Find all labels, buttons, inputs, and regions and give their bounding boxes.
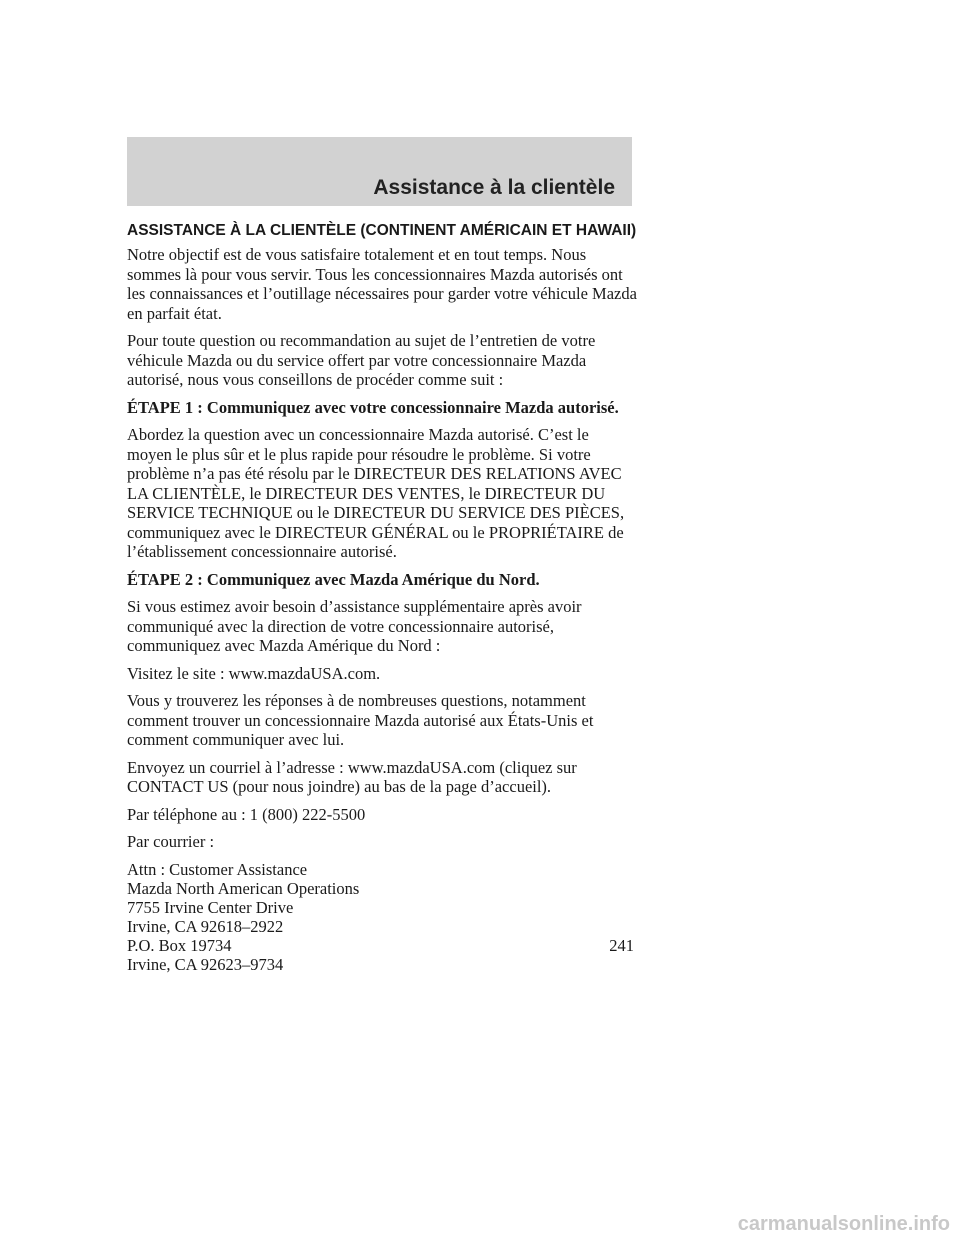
page-header-title: Assistance à la clientèle xyxy=(373,176,615,199)
address-line: Mazda North American Operations xyxy=(127,878,360,898)
page-content xyxy=(127,221,637,974)
address-line: Irvine, CA 92618–2922 xyxy=(127,916,284,936)
step-1-heading: ÉTAPE 1 : Communiquez avec votre concessionnaire Mazda autorisé. xyxy=(127,397,619,417)
website-paragraph: Visitez le site : www.mazdaUSA.com. xyxy=(127,663,381,683)
section-heading: ASSISTANCE À LA CLIENTÈLE (CONTINENT AMÉRICAIN ET HAWAII) xyxy=(127,222,637,239)
address-line: Attn : Customer Assistance xyxy=(127,859,308,879)
step-1-paragraph: Abordez la question avec un concessionnaire Mazda autorisé. C’est le moyen le plus sûr et le plus rapide pour résoudre le problème. Si votre problème n’a pas été résolu par le DIRECTEUR DES RELATIONS AVEC LA CLIENTÈLE, le DIRECTEUR DES VENTES, le DIRECTEUR DU SERVICE TECHNIQUE ou le DIRECTEUR DU SERVICE DES PIÈCES, communiquez avec le DIRECTEUR GÉNÉRAL ou le PROPRIÉTAIRE de l’établissement concessionnaire autorisé. xyxy=(127,425,625,561)
address-line: Irvine, CA 92623–9734 xyxy=(127,954,284,974)
phone-paragraph: Par téléphone au : 1 (800) 222-5500 xyxy=(127,804,366,824)
step-2-heading: ÉTAPE 2 : Communiquez avec Mazda Amérique du Nord. xyxy=(127,569,540,589)
mail-paragraph: Par courrier : xyxy=(127,832,215,851)
email-paragraph: Envoyez un courriel à l’adresse : www.mazdaUSA.com (cliquez sur CONTACT US (pour nous joindre) au bas de la page d’accueil). xyxy=(127,757,577,796)
step-2-paragraph: Si vous estimez avoir besoin d’assistance supplémentaire après avoir communiqué avec la direction de votre concessionnaire autorisé, communiquez avec Mazda Amérique du Nord : xyxy=(127,597,582,655)
watermark: carmanualsonline.info xyxy=(737,1213,950,1235)
intro-paragraph: Notre objectif est de vous satisfaire totalement et en tout temps. Nous sommes là pour vous servir. Tous les concessionnaires Mazda autorisés ont les connaissances et l’outillage nécessaires pour garder votre véhicule Mazda en parfait état. xyxy=(127,245,637,323)
website-info-paragraph: Vous y trouverez les réponses à de nombreuses questions, notamment comment trouver un concessionnaire Mazda autorisé aux États-Unis et comment communiquer avec lui. xyxy=(127,691,594,749)
page-number: 241 xyxy=(609,936,634,955)
mailing-address xyxy=(127,860,637,974)
procedure-paragraph: Pour toute question ou recommandation au sujet de l’entretien de votre véhicule Mazda ou du service offert par votre concessionnaire Mazda autorisé, nous vous conseillons de procéder comme suit : xyxy=(127,331,596,389)
page-header-band xyxy=(127,137,632,206)
address-line: 7755 Irvine Center Drive xyxy=(127,897,294,917)
address-line: P.O. Box 19734 xyxy=(127,935,232,955)
